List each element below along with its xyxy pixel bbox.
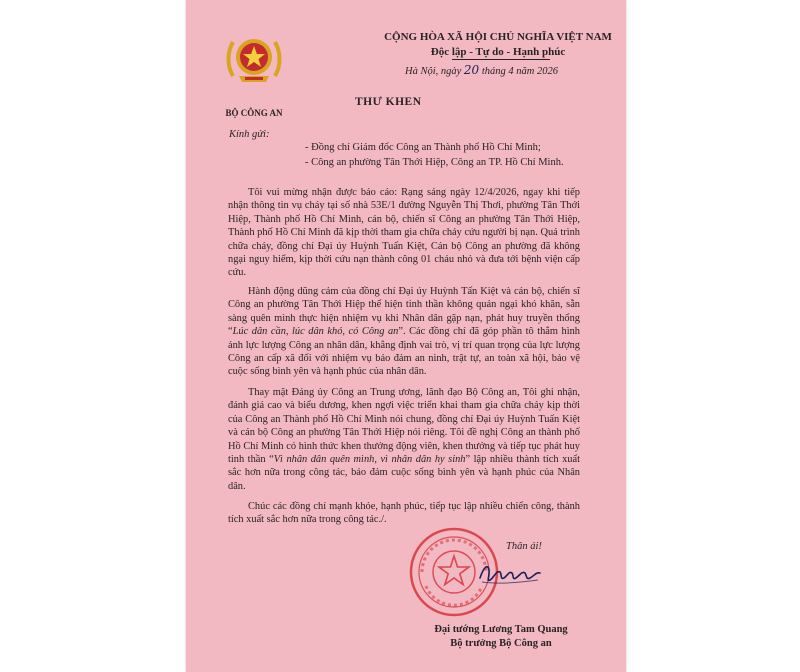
signature-icon bbox=[476, 558, 546, 588]
date-rest: tháng 4 năm 2026 bbox=[481, 66, 558, 77]
national-name: CỘNG HÒA XÃ HỘI CHỦ NGHĨA VIỆT NAM bbox=[384, 31, 612, 43]
paragraph-4: Chúc các đồng chí mạnh khỏe, hạnh phúc, tiếp tục lập nhiều chiến công, thành tích xuất sắc hơn nữa trong công tác./. bbox=[228, 501, 580, 526]
paragraph-2-part-a: Hành động dũng cảm của đồng chí Đại úy Huỳnh Tấn Kiệt và cán bộ, chiến sĩ Công an phường Tân Thới Hiệp thể hiện tinh thần không quản ngại khó khăn, sẵn sàng quên mình thực hiện nhiệm vụ khi Nhân dân gặp nạn, phát huy truyền thống “ bbox=[228, 286, 580, 338]
paragraph-2-part-b: ”. Các đồng chí đã góp phần tô thắm hình ảnh lực lượng Công an nhân dân, khẳng định vai trò, vị trí quan trọng của lực lượng Công an cấp xã đối với nhiệm vụ bảo đảm an ninh, trật tự, an toàn xã hội, bảo vệ cuộc sống bình yên và hạnh phúc của nhân dân. bbox=[228, 326, 580, 378]
paragraph-3 bbox=[228, 386, 580, 493]
closing-greeting: Thân ái! bbox=[506, 541, 542, 552]
salutation: Kính gửi: bbox=[229, 129, 270, 140]
ministry-name: BỘ CÔNG AN bbox=[225, 108, 283, 118]
date-day: 20 bbox=[463, 63, 480, 77]
signer-name: Đại tướng Lương Tam Quang bbox=[434, 624, 568, 635]
motto-underline bbox=[452, 59, 550, 60]
paragraph-2 bbox=[228, 285, 580, 379]
paragraph-3-part-a: Thay mặt Đảng ủy Công an Trung ương, lãnh đạo Bộ Công an, Tôi ghi nhận, đánh giá cao và biểu dương, khen ngợi việc triển khai tham gia chữa cháy kịp thời của Công an Thành phố Hồ Chí Minh nói chung, đồng chí Đại úy Huỳnh Tuấn Kiệt và cán bộ Công an phường Tân Thới Hiệp nói riêng. Tôi đề nghị Công an thành phố Hồ Chí Minh có hình thức khen thưởng động viên, khen thưởng và tiếp tục phát huy tinh thần “ bbox=[228, 387, 580, 466]
paragraph-2-quote: Lúc dân cần, lúc dân khó, có Công an bbox=[232, 326, 399, 338]
national-motto: Độc lập - Tự do - Hạnh phúc bbox=[430, 46, 566, 58]
signer-position: Bộ trưởng Bộ Công an bbox=[450, 638, 552, 649]
paragraph-3-part-b: ” lập nhiều thành tích xuất sắc hơn nữa trong công tác, bảo đảm cuộc sống bình yên và hạnh phúc của Nhân dân. bbox=[228, 454, 580, 492]
document-title: THƯ KHEN bbox=[355, 96, 422, 108]
police-emblem-icon bbox=[225, 32, 283, 88]
paragraph-1: Tôi vui mừng nhận được báo cáo: Rạng sáng ngày 12/4/2026, ngay khi tiếp nhận thông tin vụ cháy tại số nhà 53E/1 đường Nguyễn Thị Thơi, phường Tân Thới Hiệp, Thành phố Hồ Chí Minh, cán bộ, chiến sĩ Công an phường Tân Thới Hiệp, Thành phố Hồ Chí Minh đã kịp thời tham gia chữa cháy cứu người bị nạn. Quá trình chữa cháy, đồng chí Đại úy Huỳnh Tuấn Kiệt, Cán bộ Công an phường đã không ngại nguy hiểm, kịp thời cứu nạn thành công 01 cháu nhỏ và đưa tới bệnh viện cấp cứu. bbox=[228, 187, 580, 279]
recipient-1: - Đồng chí Giám đốc Công an Thành phố Hồ Chí Minh; bbox=[305, 142, 541, 153]
recipient-2: - Công an phường Tân Thới Hiệp, Công an TP. Hồ Chí Minh. bbox=[305, 157, 564, 168]
dateline bbox=[405, 63, 558, 77]
date-prefix: Hà Nội, ngày bbox=[405, 66, 462, 77]
paragraph-3-quote: Vì nhân dân quên mình, vì nhân dân hy sinh bbox=[273, 454, 466, 466]
